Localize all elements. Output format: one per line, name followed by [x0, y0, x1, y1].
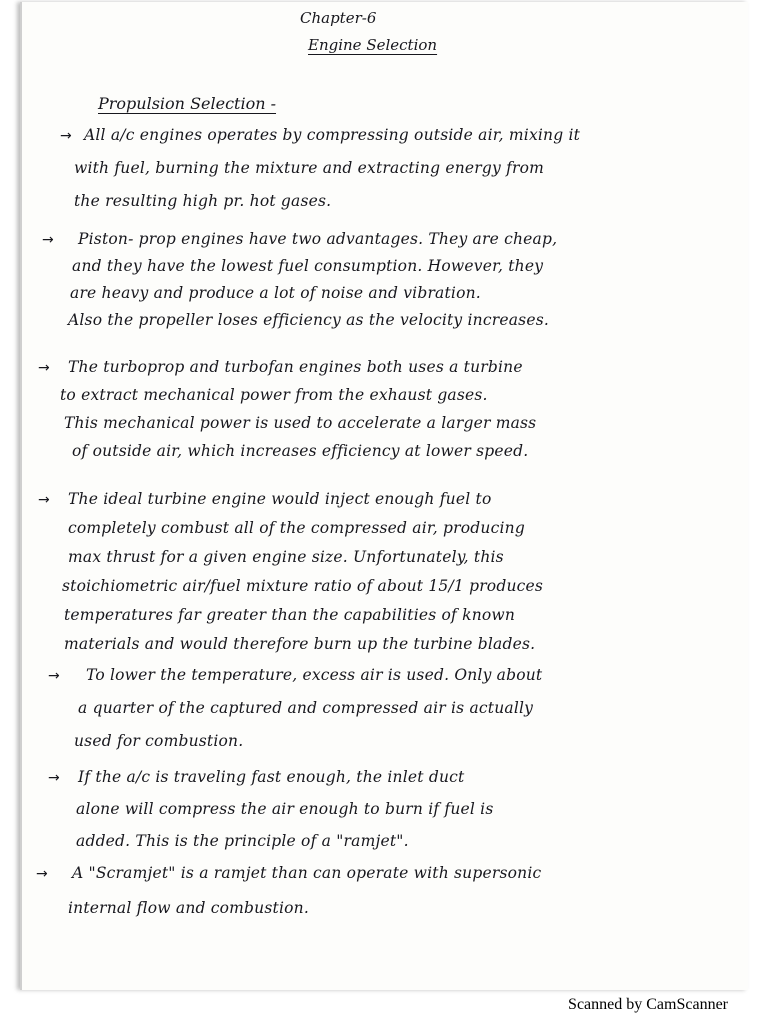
- bullet-arrow-icon: →: [38, 360, 50, 376]
- note-line: Piston- prop engines have two advantages. They are cheap,: [78, 230, 558, 248]
- note-line: a quarter of the captured and compressed air is actually: [78, 699, 534, 717]
- note-line: stoichiometric air/fuel mixture ratio of about 15/1 produces: [62, 577, 544, 595]
- bullet-arrow-icon: →: [38, 492, 50, 508]
- note-line: materials and would therefore burn up the turbine blades.: [64, 635, 536, 653]
- note-line: This mechanical power is used to accelerate a larger mass: [64, 414, 537, 432]
- note-line: The ideal turbine engine would inject enough fuel to: [68, 490, 492, 508]
- chapter-label: Chapter-6: [300, 9, 377, 27]
- note-line: are heavy and produce a lot of noise and vibration.: [70, 284, 481, 302]
- page-title: Engine Selection: [308, 36, 438, 54]
- note-line: completely combust all of the compressed air, producing: [68, 519, 525, 537]
- note-line: A "Scramjet" is a ramjet than can operate with supersonic: [72, 864, 542, 882]
- bullet-arrow-icon: →: [60, 128, 72, 144]
- bullet-arrow-icon: →: [48, 668, 60, 684]
- note-line: of outside air, which increases efficiency at lower speed.: [72, 442, 529, 460]
- bullet-arrow-icon: →: [42, 232, 54, 248]
- note-line: max thrust for a given engine size. Unfortunately, this: [68, 548, 504, 566]
- notebook-page: [20, 2, 748, 990]
- bullet-arrow-icon: →: [36, 866, 48, 882]
- bullet-arrow-icon: →: [48, 770, 60, 786]
- note-line: and they have the lowest fuel consumption. However, they: [72, 257, 544, 275]
- scanner-watermark: Scanned by CamScanner: [568, 996, 728, 1013]
- note-line: added. This is the principle of a "ramjet".: [76, 832, 409, 850]
- note-line: The turboprop and turbofan engines both uses a turbine: [68, 358, 523, 376]
- note-line: the resulting high pr. hot gases.: [74, 192, 332, 210]
- note-line: To lower the temperature, excess air is used. Only about: [86, 666, 543, 684]
- note-line: Also the propeller loses efficiency as the velocity increases.: [68, 311, 549, 329]
- note-line: temperatures far greater than the capabilities of known: [64, 606, 516, 624]
- note-line: used for combustion.: [74, 732, 244, 750]
- note-line: to extract mechanical power from the exhaust gases.: [60, 386, 488, 404]
- note-line: alone will compress the air enough to burn if fuel is: [76, 800, 494, 818]
- note-line: with fuel, burning the mixture and extracting energy from: [74, 159, 545, 177]
- note-line: internal flow and combustion.: [68, 899, 309, 917]
- section-heading: Propulsion Selection -: [98, 94, 277, 113]
- note-line: All a/c engines operates by compressing outside air, mixing it: [84, 126, 581, 144]
- note-line: If the a/c is traveling fast enough, the inlet duct: [78, 768, 465, 786]
